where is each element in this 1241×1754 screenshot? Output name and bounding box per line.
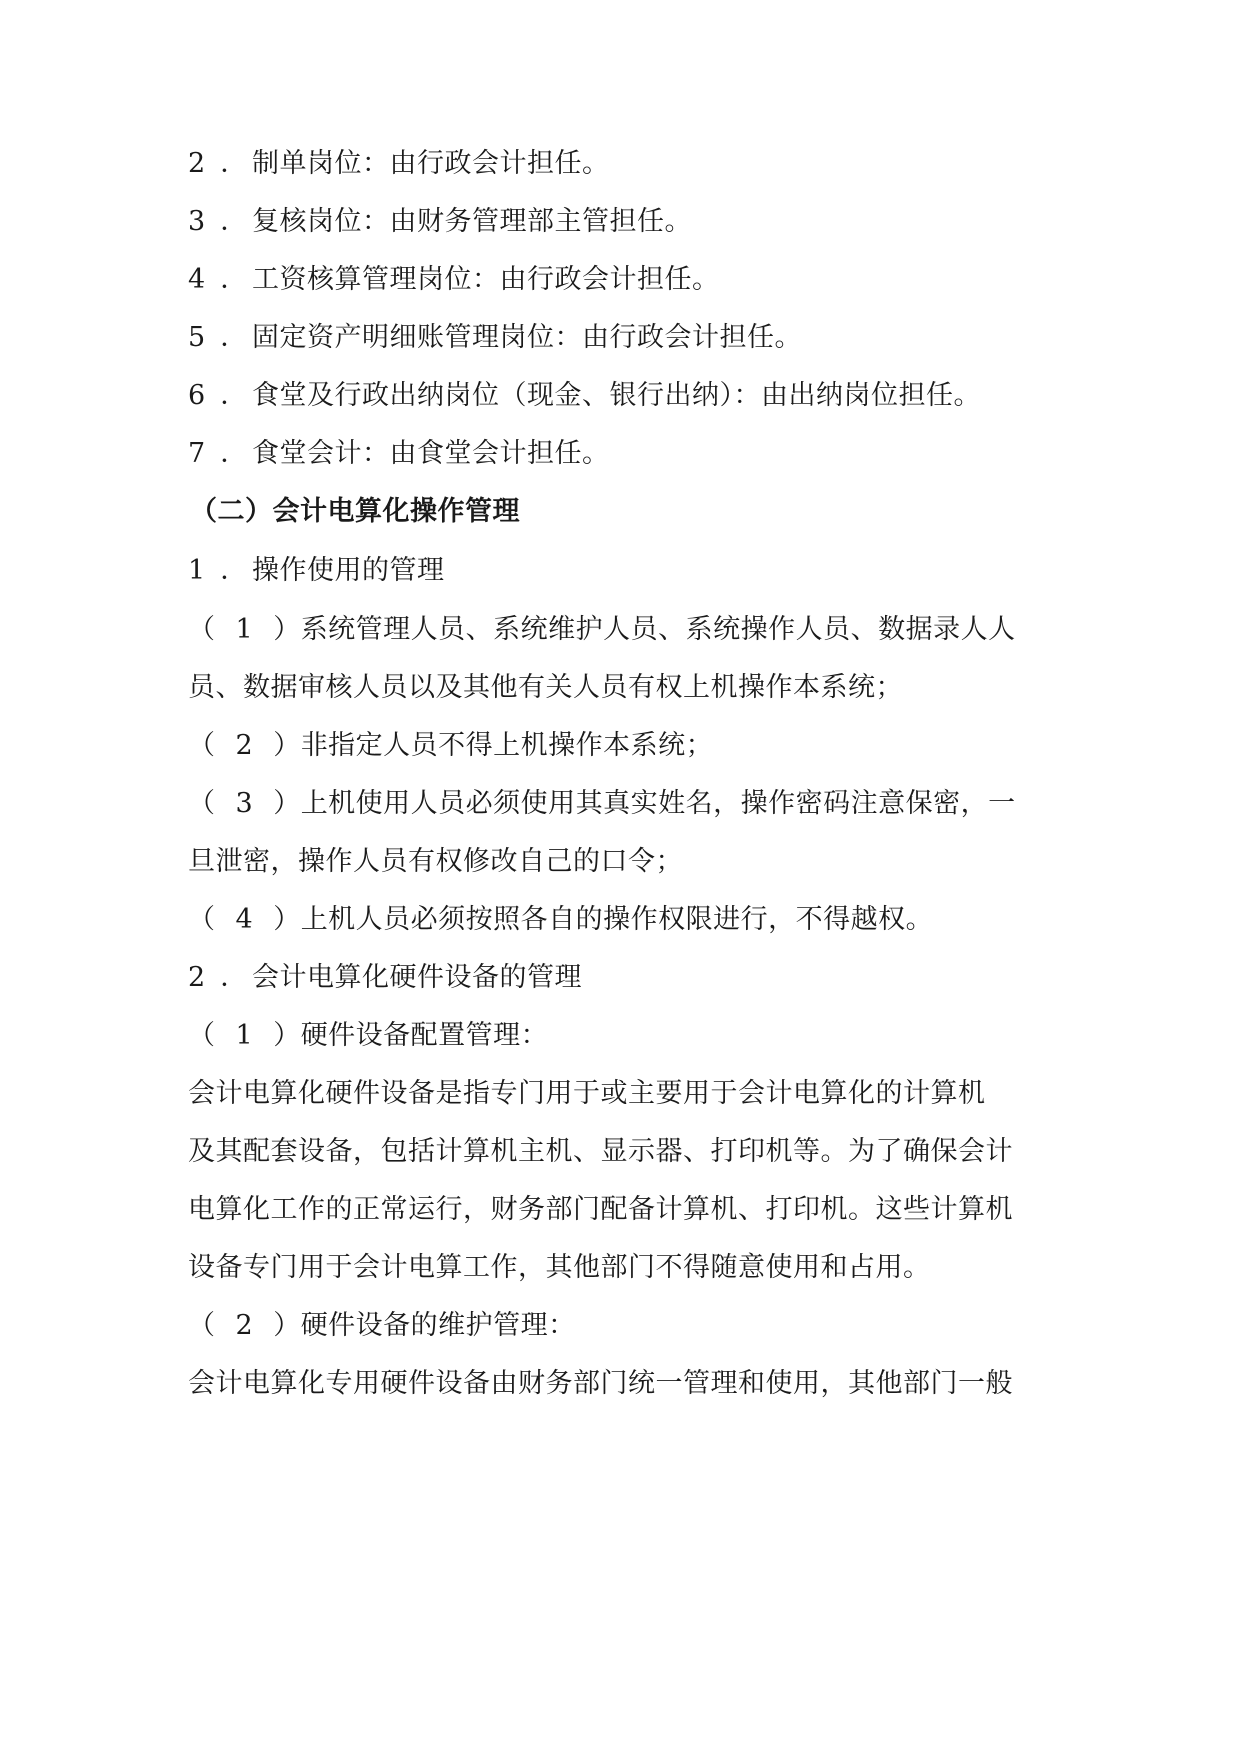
item-number: 6 [188,380,206,411]
item-dot: ． [220,380,248,411]
item-dot: ． [220,148,248,179]
item-number: 4 [235,904,254,935]
paragraph-line: 会计电算化硬件设备是指专门用于或主要用于会计电算化的计算机 [188,1078,986,1109]
item-text: 固定资产明细账管理岗位：由行政会计担任。 [252,322,802,353]
item-number: 1 [188,555,206,586]
item-dot: ． [220,555,248,586]
item-text: 硬件设备的维护管理： [300,1310,576,1341]
close-paren: ） [273,730,301,761]
list-item [188,376,981,416]
item-text: 非指定人员不得上机操作本系统； [300,730,714,761]
item-number: 2 [188,962,206,993]
item-number: 5 [188,322,206,353]
list-item [188,434,610,474]
open-paren: （ [188,730,216,761]
close-paren: ） [273,614,301,645]
list-item [188,784,1016,824]
close-paren: ） [273,1310,301,1341]
item-number: 1 [235,1020,254,1051]
paragraph-line: 及其配套设备，包括计算机主机、显示器、打印机等。为了确保会计 [188,1136,1013,1167]
item-text: 上机使用人员必须使用其真实姓名，操作密码注意保密，一 [300,788,1016,819]
item-dot: ． [220,264,248,295]
list-item [188,1306,576,1346]
item-text: 上机人员必须按照各自的操作权限进行，不得越权。 [300,904,934,935]
list-item [188,202,692,242]
open-paren: （ [188,1020,216,1051]
paragraph-line: 员、数据审核人员以及其他有关人员有权上机操作本系统； [188,672,903,703]
close-paren: ） [273,1020,301,1051]
list-item [188,610,1016,650]
item-dot: ． [220,438,248,469]
close-paren: ） [273,788,301,819]
item-text: 硬件设备配置管理： [300,1020,549,1051]
item-dot: ． [220,962,248,993]
open-paren: （ [188,614,216,645]
item-dot: ． [220,206,248,237]
paragraph-line: 设备专门用于会计电算工作，其他部门不得随意使用和占用。 [188,1252,931,1283]
item-text: 复核岗位：由财务管理部主管担任。 [252,206,692,237]
list-item [188,958,582,998]
item-text: 操作使用的管理 [252,555,445,586]
open-paren: （ [188,904,216,935]
item-dot: ． [220,322,248,353]
item-number: 1 [235,614,254,645]
list-item [188,551,445,591]
item-number: 4 [188,264,206,295]
list-item [188,318,802,358]
list-item [188,144,610,184]
item-number: 3 [188,206,206,237]
item-text: 食堂及行政出纳岗位（现金、银行出纳）：由出纳岗位担任。 [252,380,981,411]
list-item [188,900,933,940]
item-text: 系统管理人员、系统维护人员、系统操作人员、数据录人人 [300,614,1016,645]
item-number: 2 [188,148,206,179]
item-number: 3 [235,788,254,819]
paragraph-line: 会计电算化专用硬件设备由财务部门统一管理和使用，其他部门一般 [188,1368,1013,1399]
item-number: 2 [235,1310,254,1341]
item-text: 制单岗位：由行政会计担任。 [252,148,610,179]
item-number: 7 [188,438,206,469]
section-heading: （二）会计电算化操作管理 [190,496,520,527]
paragraph-line: 旦泄密，操作人员有权修改自己的口令； [188,846,683,877]
item-text: 食堂会计：由食堂会计担任。 [252,438,610,469]
item-text: 工资核算管理岗位：由行政会计担任。 [252,264,720,295]
open-paren: （ [188,1310,216,1341]
list-item [188,260,720,300]
item-number: 2 [235,730,254,761]
close-paren: ） [273,904,301,935]
list-item [188,1016,548,1056]
open-paren: （ [188,788,216,819]
paragraph-line: 电算化工作的正常运行，财务部门配备计算机、打印机。这些计算机 [188,1194,1013,1225]
list-item [188,726,713,766]
item-text: 会计电算化硬件设备的管理 [252,962,582,993]
